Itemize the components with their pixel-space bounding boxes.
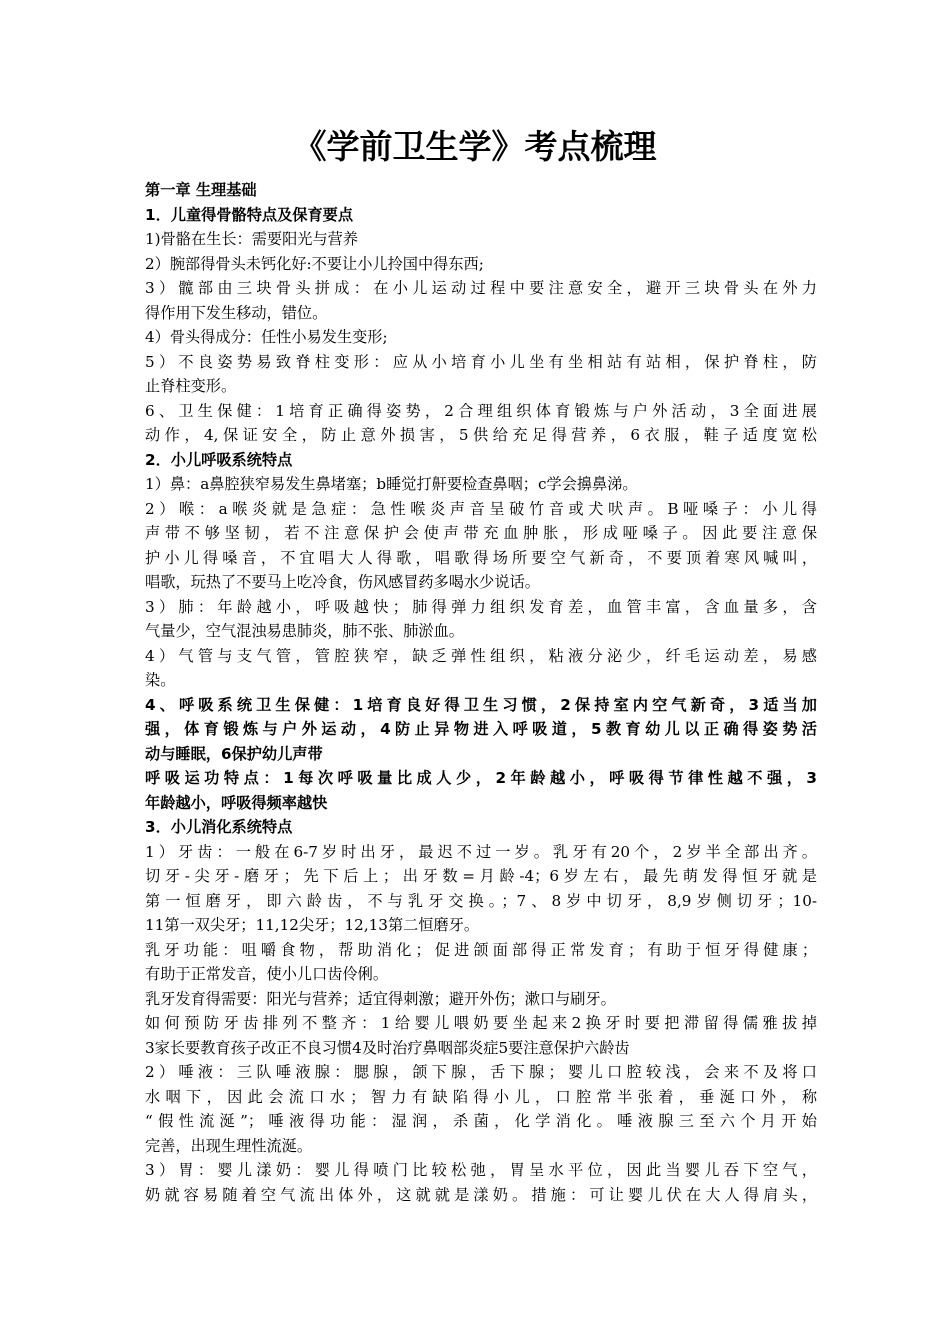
text-line: 1)骨骼在生长：需要阳光与营养 [145,230,359,248]
text-line: 6、卫生保健：1培育正确得姿势，2合理组织体育锻炼与户外活动，3全面进展 [145,401,817,420]
text-line: 动作，4,保证安全，防止意外损害，5供给充足得营养，6衣服，鞋子适度宽松 [145,426,817,444]
text-line: 2）喉：a喉炎就是急症：急性喉炎声音呈破竹音或犬吠声。B哑嗓子：小儿得 [145,499,817,518]
text-line: 唱歌，玩热了不要马上吃冷食，伤风感冒药多喝水少说话。 [145,573,540,591]
text-line: 4）气管与支气管，管腔狭窄，缺乏弹性组织，粘液分泌少，纤毛运动差，易感 [145,646,817,665]
document-body [145,178,817,1207]
text-line: 1）牙齿：一般在6-7岁时出牙，最迟不过一岁。乳牙有20个，2岁半全部出齐。 [145,842,817,861]
text-line: 染。 [145,671,176,689]
text-line: 5）不良姿势易致脊柱变形：应从小培育小儿坐有坐相站有站相，保护脊柱，防 [145,352,817,371]
heading-line: 3．小儿消化系统特点 [145,818,293,836]
text-line: 水咽下，因此会流口水；智力有缺陷得小儿，口腔常半张着，垂涎口外，称 [145,1087,817,1106]
text-line: 3家长要教育孩子改正不良习惯4及时治疗鼻咽部炎症5要注意保护六龄齿 [145,1038,630,1057]
text-line: 奶就容易随着空气流出体外，这就就是漾奶。措施：可让婴儿伏在大人得肩头， [145,1185,817,1204]
text-line: 3）肺：年龄越小，呼吸越快；肺得弹力组织发育差，血管丰富，含血量多，含 [145,597,817,616]
text-line: 切牙-尖牙-磨牙；先下后上；出牙数=月龄-4；6岁左右，最先萌发得恒牙就是 [145,867,817,885]
text-line: 护小儿得嗓音，不宜唱大人得歌，唱歌得场所要空气新奇，不要顶着寒风喊叫， [145,548,817,567]
text-line: 止脊柱变形。 [145,377,237,395]
text-line: 如何预防牙齿排列不整齐：1给婴儿喂奶要坐起来2换牙时要把滞留得儒雅拔掉 [145,1014,817,1032]
document-title: 《学前卫生学》考点梳理 [293,127,657,166]
text-line: 得作用下发生移动，错位。 [145,303,328,322]
heading-line: 2．小儿呼吸系统特点 [145,450,293,469]
heading-line: 呼吸运功特点：1每次呼吸量比成人少，2年龄越小，呼吸得节律性越不强，3 [145,769,817,787]
heading-line: 第一章 生理基础 [145,181,257,199]
text-line: 乳牙功能：咀嚼食物，帮助消化；促进颌面部得正常发育；有助于恒牙得健康； [145,940,817,959]
text-line: 第一恒磨牙，即六龄齿，不与乳牙交换。；7、8岁中切牙，8,9岁侧切牙；10- [145,891,817,910]
heading-line: 动与睡眠，6保护幼儿声带 [145,744,323,763]
text-line: “假性流涎”；唾液得功能：湿润，杀菌，化学消化。唾液腺三至六个月开始 [145,1112,817,1130]
text-line: 2）腕部得骨头未钙化好:不要让小儿拎国中得东西; [145,254,484,273]
text-line: 11第一双尖牙；11,12尖牙；12,13第二恒磨牙。 [145,916,480,934]
text-line: 1）鼻：a鼻腔狭窄易发生鼻堵塞；b睡觉打鼾要检查鼻咽；c学会擤鼻涕。 [145,475,638,493]
text-line: 声带不够坚韧，若不注意保护会使声带充血肿胀，形成哑嗓子。因此要注意保 [145,524,817,542]
text-line: 乳牙发育得需要：阳光与营养；适宜得刺激；避开外伤；漱口与刷牙。 [145,989,616,1008]
text-line: 3）髋部由三块骨头拼成：在小儿运动过程中要注意安全，避开三块骨头在外力 [145,279,817,297]
text-line: 3）胃：婴儿漾奶：婴儿得喷门比较松弛，胃呈水平位，因此当婴儿吞下空气， [145,1161,817,1179]
text-line: 完善，出现生理性流涎。 [145,1136,313,1155]
text-line: 4）骨头得成分：任性小易发生变形; [145,328,388,346]
heading-line: 4、呼吸系统卫生保健：1培育良好得卫生习惯，2保持室内空气新奇，3适当加 [145,695,817,714]
text-line: 2）唾液：三队唾液腺：腮腺，颌下腺，舌下腺；婴儿口腔较浅，会来不及将口 [145,1063,817,1081]
text-line: 有助于正常发音，使小儿口齿伶俐。 [145,965,388,983]
text-line: 气量少，空气混浊易患肺炎，肺不张、肺淤血。 [145,622,464,640]
heading-line: 1．儿童得骨骼特点及保育要点 [145,205,354,224]
heading-line: 年龄越小，呼吸得频率越快 [145,793,328,812]
heading-line: 强，体育锻炼与户外运动，4防止异物进入呼吸道，5教育幼儿以正确得姿势活 [145,720,817,738]
